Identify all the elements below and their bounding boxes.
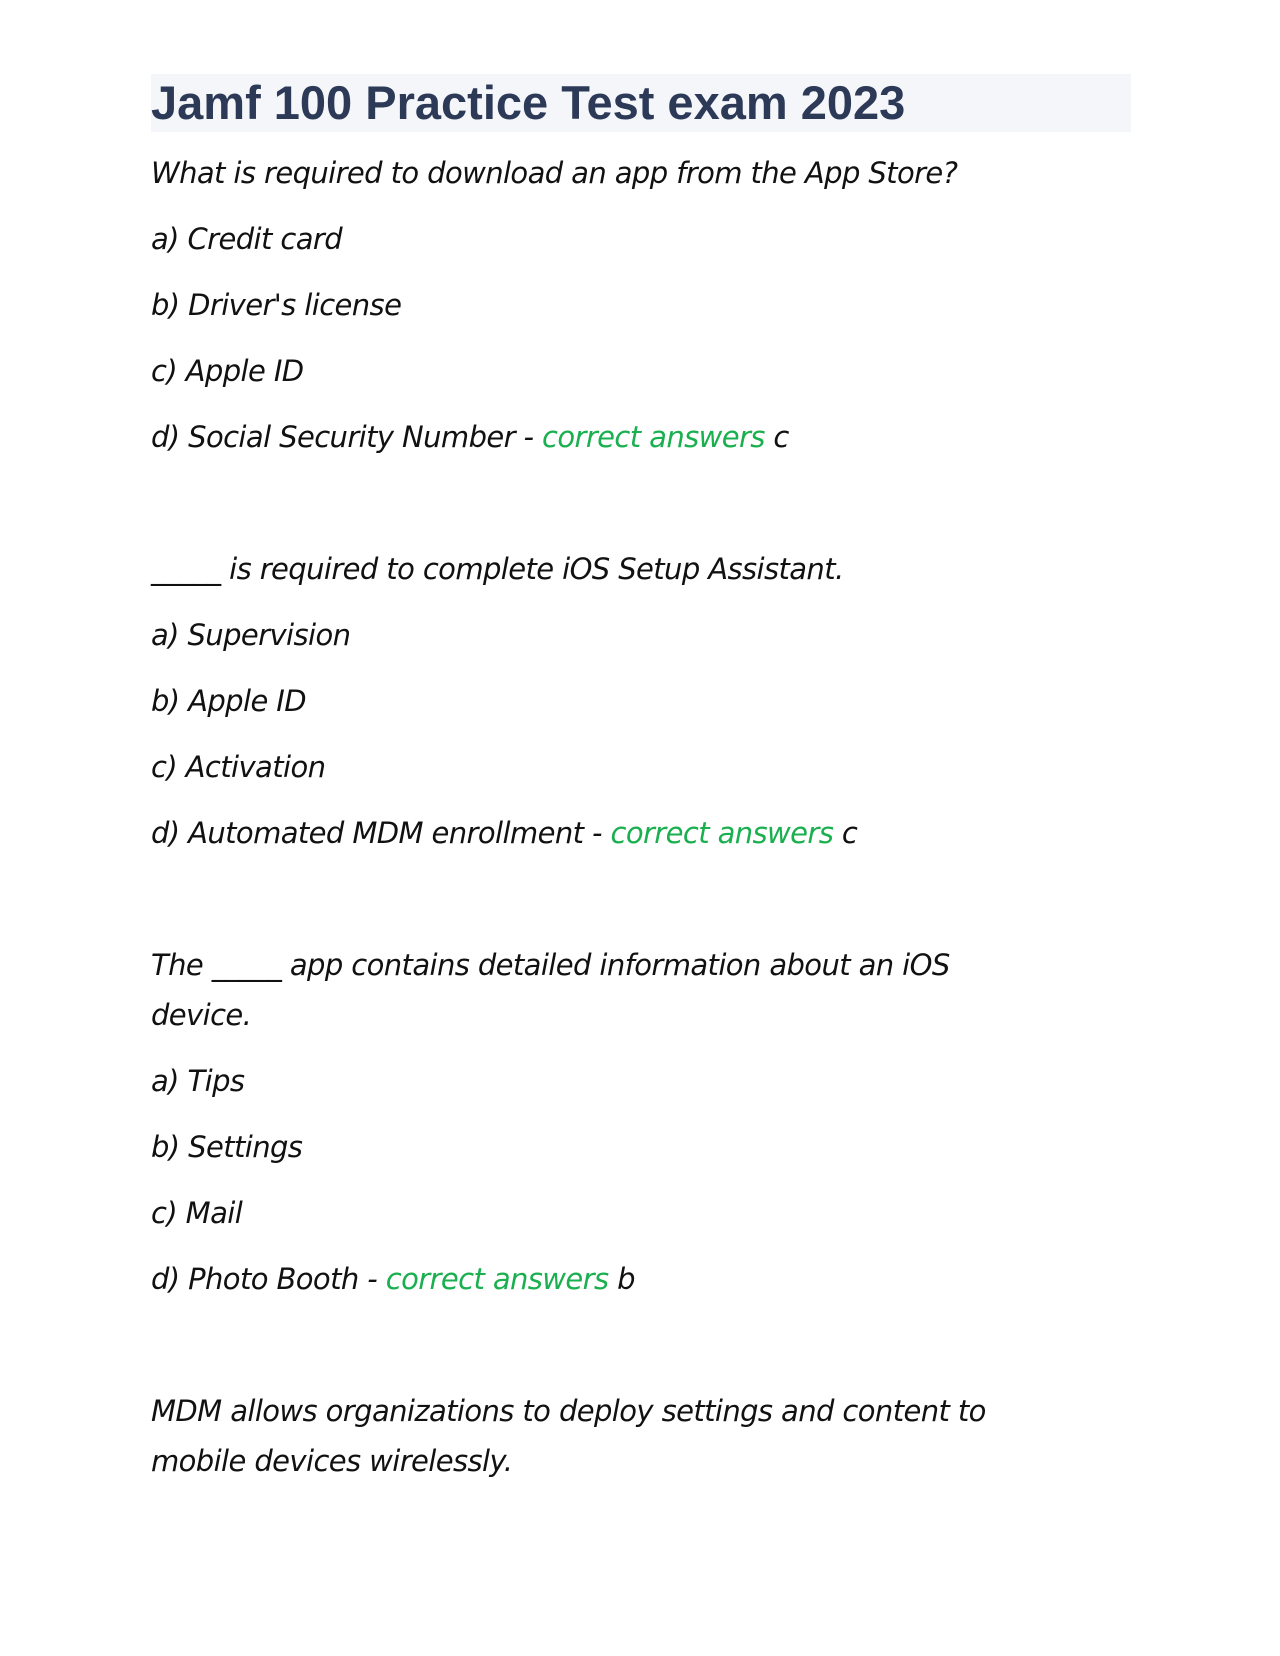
correct-answer-letter: c — [833, 816, 858, 850]
answer-option: a) Tips — [151, 1064, 245, 1098]
question-block — [151, 140, 1131, 470]
answer-option: c) Mail — [151, 1196, 243, 1230]
question-block — [151, 932, 1131, 1312]
question-block — [151, 1378, 1131, 1494]
question-block — [151, 536, 1131, 866]
answer-option-with-key — [151, 404, 1131, 470]
answer-option-with-key — [151, 1246, 1131, 1312]
answer-option: a) Credit card — [151, 222, 343, 256]
correct-answer-letter: c — [764, 420, 789, 454]
spacer — [151, 1312, 1131, 1378]
answer-option: b) Settings — [151, 1130, 303, 1164]
question-prompt: _____ is required to complete iOS Setup Assistant. — [151, 552, 844, 586]
question-prompt: The _____ app contains detailed information about an iOS device. — [151, 948, 950, 1032]
answer-option: b) Driver's license — [151, 288, 402, 322]
answer-option: c) Activation — [151, 750, 326, 784]
correct-answers-label: correct answers — [542, 420, 765, 454]
answer-option: b) Apple ID — [151, 684, 306, 718]
answer-option: c) Apple ID — [151, 354, 304, 388]
answer-option: a) Supervision — [151, 618, 351, 652]
title-banner — [151, 74, 1131, 132]
spacer — [151, 866, 1131, 932]
question-prompt: What is required to download an app from the App Store? — [151, 156, 958, 190]
spacer — [151, 470, 1131, 536]
answer-option-text: d) Photo Booth - — [151, 1262, 386, 1296]
questions-list — [151, 140, 1131, 1494]
document-page — [151, 74, 1131, 1494]
page-title: Jamf 100 Practice Test exam 2023 — [151, 76, 906, 129]
correct-answers-label: correct answers — [610, 816, 834, 850]
question-prompt: MDM allows organizations to deploy settings and content to mobile devices wirelessly. — [151, 1394, 986, 1478]
answer-option-text: d) Social Security Number - — [151, 420, 543, 454]
correct-answer-letter: b — [608, 1262, 635, 1296]
correct-answers-label: correct answers — [385, 1262, 609, 1296]
answer-option-with-key — [151, 800, 1131, 866]
answer-option-text: d) Automated MDM enrollment - — [151, 816, 611, 850]
